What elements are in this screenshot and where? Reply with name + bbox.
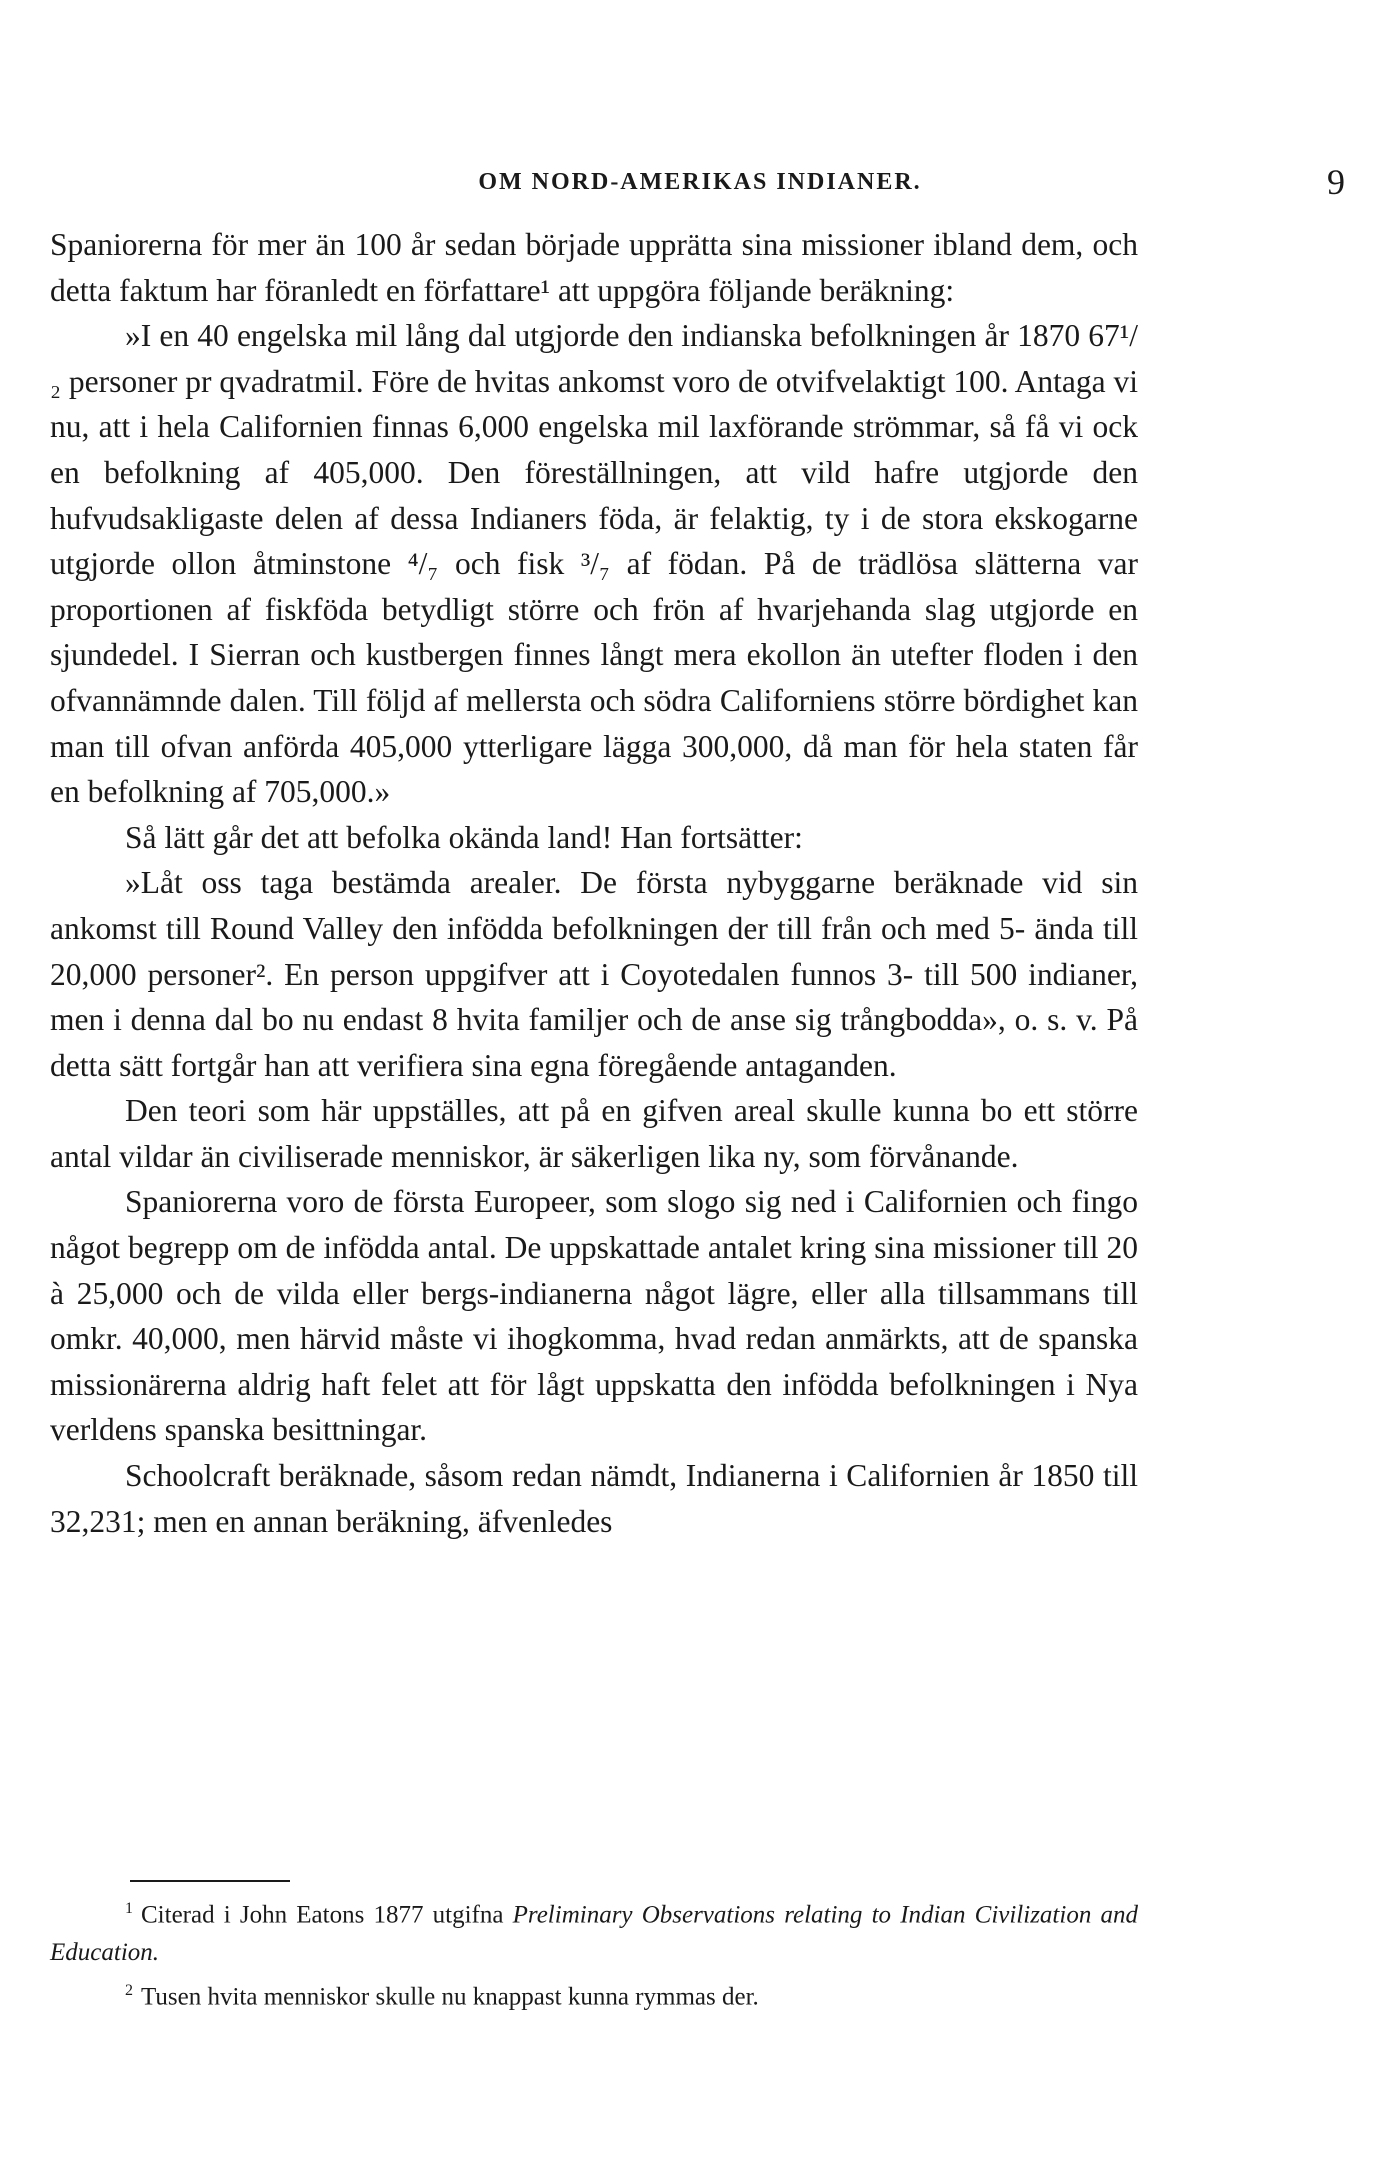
footnote-mark: 2 <box>125 1982 133 2000</box>
paragraph: »Låt oss taga bestämda arealer. De första nybyggarne beräknade vid sin ankomst till Round Valley den infödda befolkningen der till från och med 5- ända till 20,000 personer². En person uppgifver att i Coyotedalen funnos 3- till 500 indianer, men i denna dal bo nu endast 8 hvita familjer och de anse sig trångbodda», o. s. v. På detta sätt fortgår han att verifiera sina egna föregående antaganden. <box>50 865 1138 1083</box>
footnote <box>50 1972 1138 2016</box>
footnote-text: Citerad i John Eatons 1877 utgifna <box>141 1901 504 1929</box>
paragraph: »I en 40 engelska mil lång dal utgjorde den indianska befolkningen år 1870 67¹/₂ personer pr qvadratmil. Före de hvitas ankomst voro de otvifvelaktigt 100. Antaga vi nu, att i hela Californien finnas 6,000 engelska mil laxförande strömmar, så få vi ock en befolkning af 405,000. Den föreställningen, att vild hafre utgjorde den hufvudsakligaste delen af dessa Indianers föda, är felaktig, ty i de stora ekskogarne utgjorde ollon åtminstone ⁴/₇ och fisk ³/₇ af födan. På de trädlösa slätterna var proportionen af fiskföda betydligt större och frön af hvarjehanda slag utgjorde en sjundedel. I Sierran och kustbergen finnes långt mera ekollon än utefter floden i den ofvannämnde dalen. Till följd af mellersta och södra Californiens större bördighet kan man till ofvan anförda 405,000 ytterligare lägga 300,000, då man för hela staten får en befolkning af 705,000.» <box>50 318 1138 810</box>
paragraph: Spaniorerna voro de första Europeer, som slogo sig ned i Californien och fingo något begrepp om de infödda antal. De uppskattade antalet kring sina missioner till 20 à 25,000 och de vilda eller bergs-indianerna något lägre, eller alla tillsammans till omkr. 40,000, men härvid måste vi ihogkomma, hvad redan anmärkts, att de spanska missionärerna aldrig haft felet att för lågt uppskatta den infödda befolkningen i Nya verldens spanska besittningar. <box>50 1184 1138 1448</box>
footnote-mark: 1 <box>125 1900 133 1917</box>
paragraph: Spaniorerna för mer än 100 år sedan började upprätta sina missioner ibland dem, och detta faktum har föranledt en författare¹ att uppgöra följande beräkning: <box>50 227 1138 308</box>
paragraph: Schoolcraft beräknade, såsom redan nämdt, Indianerna i Californien år 1850 till 32,231; men en annan beräkning, äfvenledes <box>50 1458 1138 1539</box>
paragraph: Så lätt går det att befolka okända land! Han fortsätter: <box>125 819 803 855</box>
page-number: 9 <box>1327 162 1345 202</box>
body-text <box>50 222 1138 1544</box>
footnote-text: Tusen hvita menniskor skulle nu knappast kunna rymmas der. <box>141 1983 759 2011</box>
running-header <box>55 162 1345 202</box>
footnote <box>50 1890 1138 1972</box>
footnote-divider <box>130 1880 290 1882</box>
footnote-title-italic: Preliminary Observations relating to Indian Civilization and Education. <box>50 1901 1138 1967</box>
footnotes <box>50 1890 1138 2017</box>
paragraph: Den teori som här uppställes, att på en gifven areal skulle kunna bo ett större antal vildar än civiliserade menniskor, är säkerligen lika ny, som förvånande. <box>50 1093 1138 1174</box>
running-title: OM NORD-AMERIKAS INDIANER. <box>478 169 922 195</box>
